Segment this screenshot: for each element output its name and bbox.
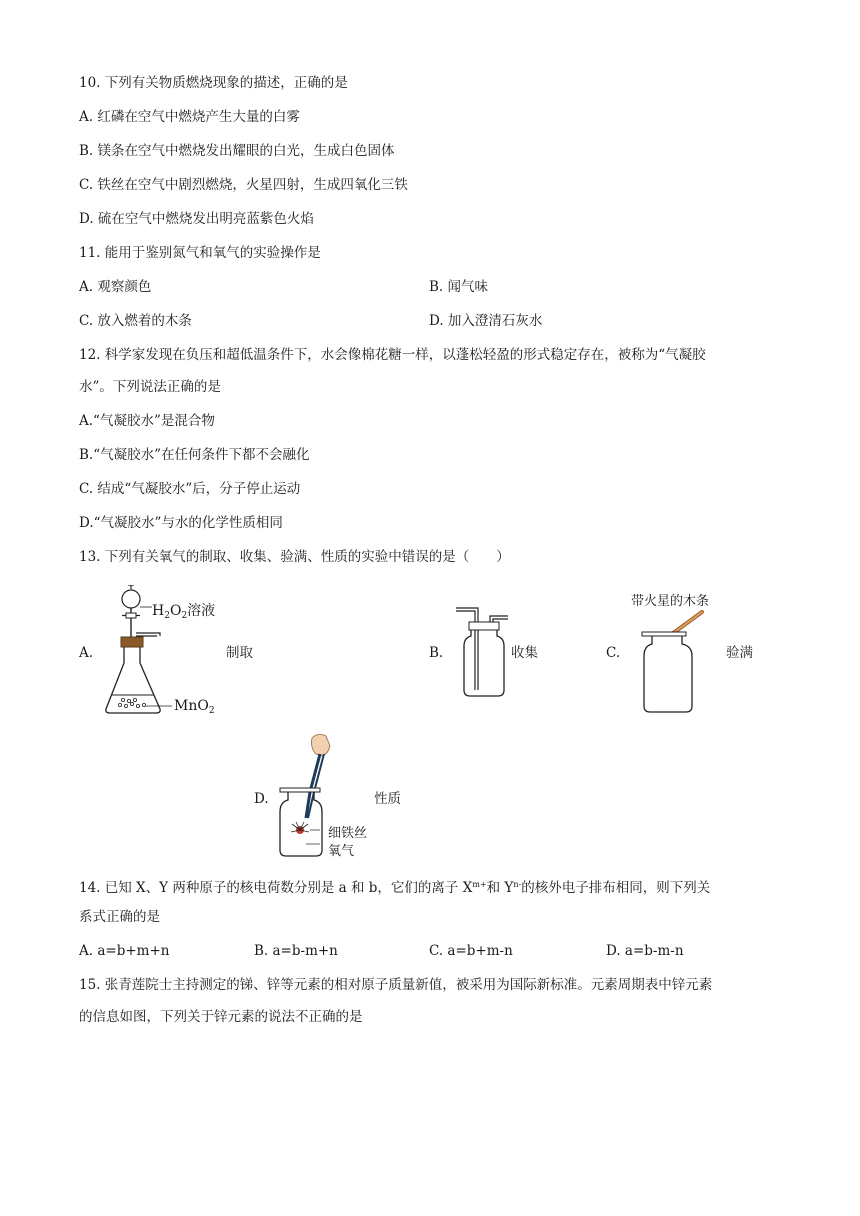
q14-option-d: D. a=b-m-n xyxy=(606,943,684,959)
q10-option-b: B. 镁条在空气中燃烧发出耀眼的白光，生成白色固体 xyxy=(79,143,395,159)
q14-option-b: B. a=b-m+n xyxy=(254,943,338,959)
q12-stem-line1: 12. 科学家发现在负压和超低温条件下，水会像棉花糖一样，以蓬松轻盈的形式稳定存在，被称为“气凝胶 xyxy=(79,347,706,363)
h2o2-h: H xyxy=(152,603,165,619)
q13-option-d-caption: 性质 xyxy=(374,791,401,807)
oxygen-label: 氧气 xyxy=(328,844,355,859)
q10-option-d: D. 硫在空气中燃烧发出明亮蓝紫色火焰 xyxy=(79,211,314,227)
h2o2-suffix: 溶液 xyxy=(187,603,216,619)
q11-stem: 11. 能用于鉴别氮气和氧气的实验操作是 xyxy=(79,245,321,261)
q14-charge-y: n- xyxy=(513,880,522,889)
q12-option-a: A.“气凝胶水”是混合物 xyxy=(79,413,215,429)
mno2-sub: 2 xyxy=(208,706,215,716)
q14-charge-x: m+ xyxy=(472,880,487,889)
oxygen-full-test-setup xyxy=(636,608,716,716)
q14-option-a: A. a=b+m+n xyxy=(79,943,170,959)
q12-option-d: D.“气凝胶水”与水的化学性质相同 xyxy=(79,515,283,531)
q12-option-b: B.“气凝胶水”在任何条件下都不会融化 xyxy=(79,447,310,463)
q14-text-a: 14. 已知 X、Y 两种原子的核电荷数分别是 a 和 b，它们的离子 X xyxy=(79,880,473,896)
q11-option-b: B. 闻气味 xyxy=(429,279,489,295)
q14-text-b: 和 Y xyxy=(486,880,514,896)
q13-option-b-letter: B. xyxy=(429,645,444,661)
h2o2-sub1: 2 xyxy=(164,611,170,621)
q10-option-a: A. 红磷在空气中燃烧产生大量的白雾 xyxy=(79,109,300,125)
q14-text-c: 的核外电子排布相同，则下列关 xyxy=(521,880,711,896)
q10-option-c: C. 铁丝在空气中剧烈燃烧，火星四射，生成四氧化三铁 xyxy=(79,177,408,193)
q11-option-d: D. 加入澄清石灰水 xyxy=(429,313,543,329)
q13-stem: 13. 下列有关氧气的制取、收集、验满、性质的实验中错误的是（ ） xyxy=(79,549,510,565)
q15-stem-line1: 15. 张青莲院士主持测定的锑、锌等元素的相对原子质量新值，被采用为国际新标准。元素周期表中锌元素 xyxy=(79,977,713,993)
q13-option-a-caption: 制取 xyxy=(226,645,253,661)
mno2-text: MnO xyxy=(174,698,209,714)
q14-option-c: C. a=b+m-n xyxy=(429,943,513,959)
q11-option-c: C. 放入燃着的木条 xyxy=(79,313,192,329)
q15-stem-line2: 的信息如图，下列关于锌元素的说法不正确的是 xyxy=(79,1009,363,1025)
q13-option-a-letter: A. xyxy=(79,645,94,661)
h2o2-o: O xyxy=(169,603,182,619)
q10-stem: 10. 下列有关物质燃烧现象的描述，正确的是 xyxy=(79,75,348,91)
q14-stem-line1 xyxy=(79,876,710,897)
q11-option-a: A. 观察颜色 xyxy=(79,279,152,295)
q14-stem-line2: 系式正确的是 xyxy=(79,909,160,925)
iron-wire-label: 细铁丝 xyxy=(328,826,368,841)
q13-option-b-caption: 收集 xyxy=(511,645,538,661)
mno2-label xyxy=(174,698,215,716)
q13-option-c-letter: C. xyxy=(606,645,621,661)
q13-option-d-letter: D. xyxy=(254,791,269,807)
h2o2-solution-label xyxy=(152,600,215,621)
h2o2-sub2: 2 xyxy=(181,611,188,621)
q12-stem-line2: 水”。下列说法正确的是 xyxy=(79,379,221,395)
q13-option-c-caption: 验满 xyxy=(726,645,753,661)
glowing-splint-label: 带火星的木条 xyxy=(631,594,710,609)
q12-option-c: C. 结成“气凝胶水”后，分子停止运动 xyxy=(79,481,301,497)
gas-collection-bottle xyxy=(454,600,514,700)
